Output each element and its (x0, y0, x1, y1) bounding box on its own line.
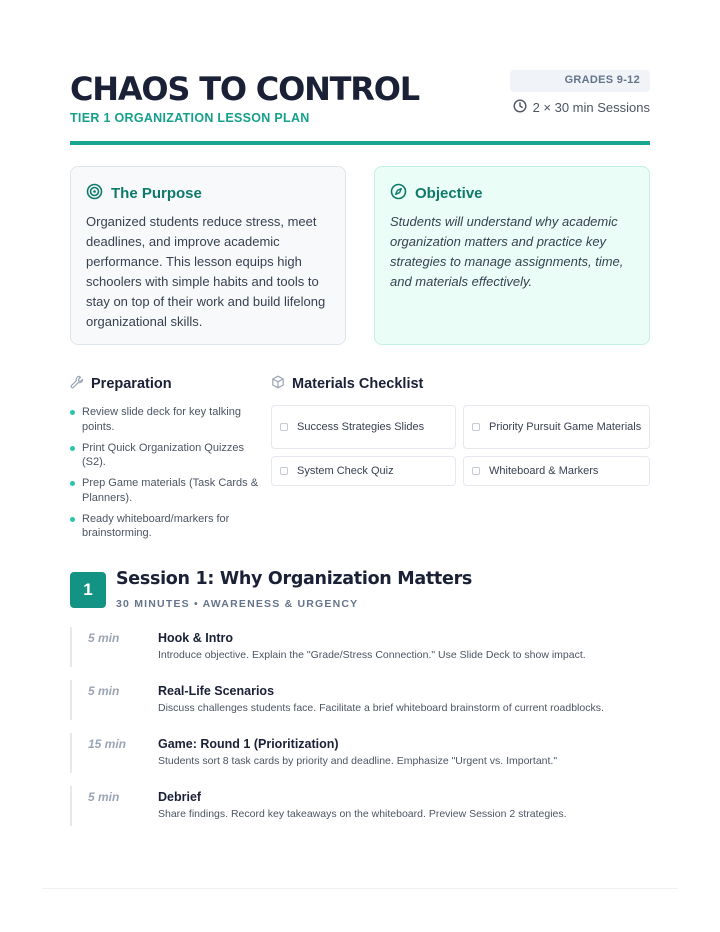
objective-heading-row (390, 183, 634, 204)
agenda-desc: Discuss challenges students face. Facilitate a brief whiteboard brainstorm of current roadblocks. (158, 702, 604, 714)
list-item: Print Quick Organization Quizzes (S2). (70, 441, 260, 470)
purpose-heading: The Purpose (111, 185, 202, 202)
agenda-desc: Students sort 8 task cards by priority and deadline. Emphasize "Urgent vs. Important." (158, 755, 558, 767)
list-item: Ready whiteboard/markers for brainstorming. (70, 512, 260, 541)
agenda-time: 5 min (88, 790, 120, 804)
checklist-item[interactable] (463, 405, 650, 449)
purpose-heading-row (86, 183, 330, 204)
page-subtitle: TIER 1 ORGANIZATION LESSON PLAN (70, 111, 310, 125)
list-item: Prep Game materials (Task Cards & Planners). (70, 476, 260, 505)
materials-section (271, 375, 650, 477)
header-divider (70, 141, 650, 145)
purpose-body: Organized students reduce stress, meet deadlines, and improve academic performance. This lesson equips high schoolers with simple habits and tools to stay on top of their work and build lifelong organizational skills. (86, 214, 326, 329)
checkbox[interactable] (280, 423, 288, 431)
page-title: CHAOS TO CONTROL (70, 70, 419, 108)
header (70, 70, 650, 150)
checkbox[interactable] (472, 423, 480, 431)
checklist-label: System Check Quiz (297, 465, 394, 477)
sessions-label: 2 × 30 min Sessions (532, 100, 650, 115)
box-icon (271, 375, 285, 393)
objective-heading: Objective (415, 185, 483, 202)
sessions-info (513, 99, 650, 116)
agenda-name: Game: Round 1 (Prioritization) (158, 737, 339, 751)
wrench-icon (70, 375, 84, 393)
checklist-label: Priority Pursuit Game Materials (489, 421, 642, 433)
agenda-time: 5 min (88, 631, 120, 645)
session-meta: 30 MINUTES • AWARENESS & URGENCY (116, 598, 359, 610)
agenda-row (70, 786, 650, 826)
checklist-item[interactable] (271, 456, 456, 486)
clock-icon (513, 99, 527, 116)
agenda-row (70, 680, 650, 720)
materials-heading-row (271, 375, 650, 393)
session-title: Session 1: Why Organization Matters (116, 569, 473, 589)
agenda-desc: Share findings. Record key takeaways on the whiteboard. Preview Session 2 strategies. (158, 808, 567, 820)
session-number-badge: 1 (70, 572, 106, 608)
checklist-label: Success Strategies Slides (297, 421, 425, 433)
list-item: Review slide deck for key talking points. (70, 405, 260, 434)
agenda-desc: Introduce objective. Explain the "Grade/Stress Connection." Use Slide Deck to show impact. (158, 649, 586, 661)
preparation-section (70, 375, 260, 547)
agenda-row (70, 733, 650, 773)
agenda-name: Real-Life Scenarios (158, 684, 275, 698)
materials-heading: Materials Checklist (292, 376, 424, 392)
checkbox[interactable] (280, 467, 288, 475)
grades-badge: GRADES 9-12 (510, 70, 650, 92)
footer-divider (42, 888, 678, 889)
objective-card (374, 166, 650, 345)
agenda-time: 5 min (88, 684, 120, 698)
preparation-heading-row (70, 375, 260, 393)
checklist-item[interactable] (271, 405, 456, 449)
checkbox[interactable] (472, 467, 480, 475)
preparation-list (70, 405, 260, 541)
agenda-name: Debrief (158, 790, 202, 804)
preparation-heading: Preparation (91, 376, 172, 392)
checklist-item[interactable] (463, 456, 650, 486)
purpose-card (70, 166, 346, 345)
agenda-time: 15 min (88, 737, 127, 751)
objective-body: Students will understand why academic organization matters and practice key strategies to manage assignments, time, and materials effectively. (390, 214, 624, 289)
agenda-row (70, 627, 650, 667)
agenda-name: Hook & Intro (158, 631, 233, 645)
checklist-label: Whiteboard & Markers (489, 465, 599, 477)
target-icon (86, 183, 103, 204)
compass-icon (390, 183, 407, 204)
